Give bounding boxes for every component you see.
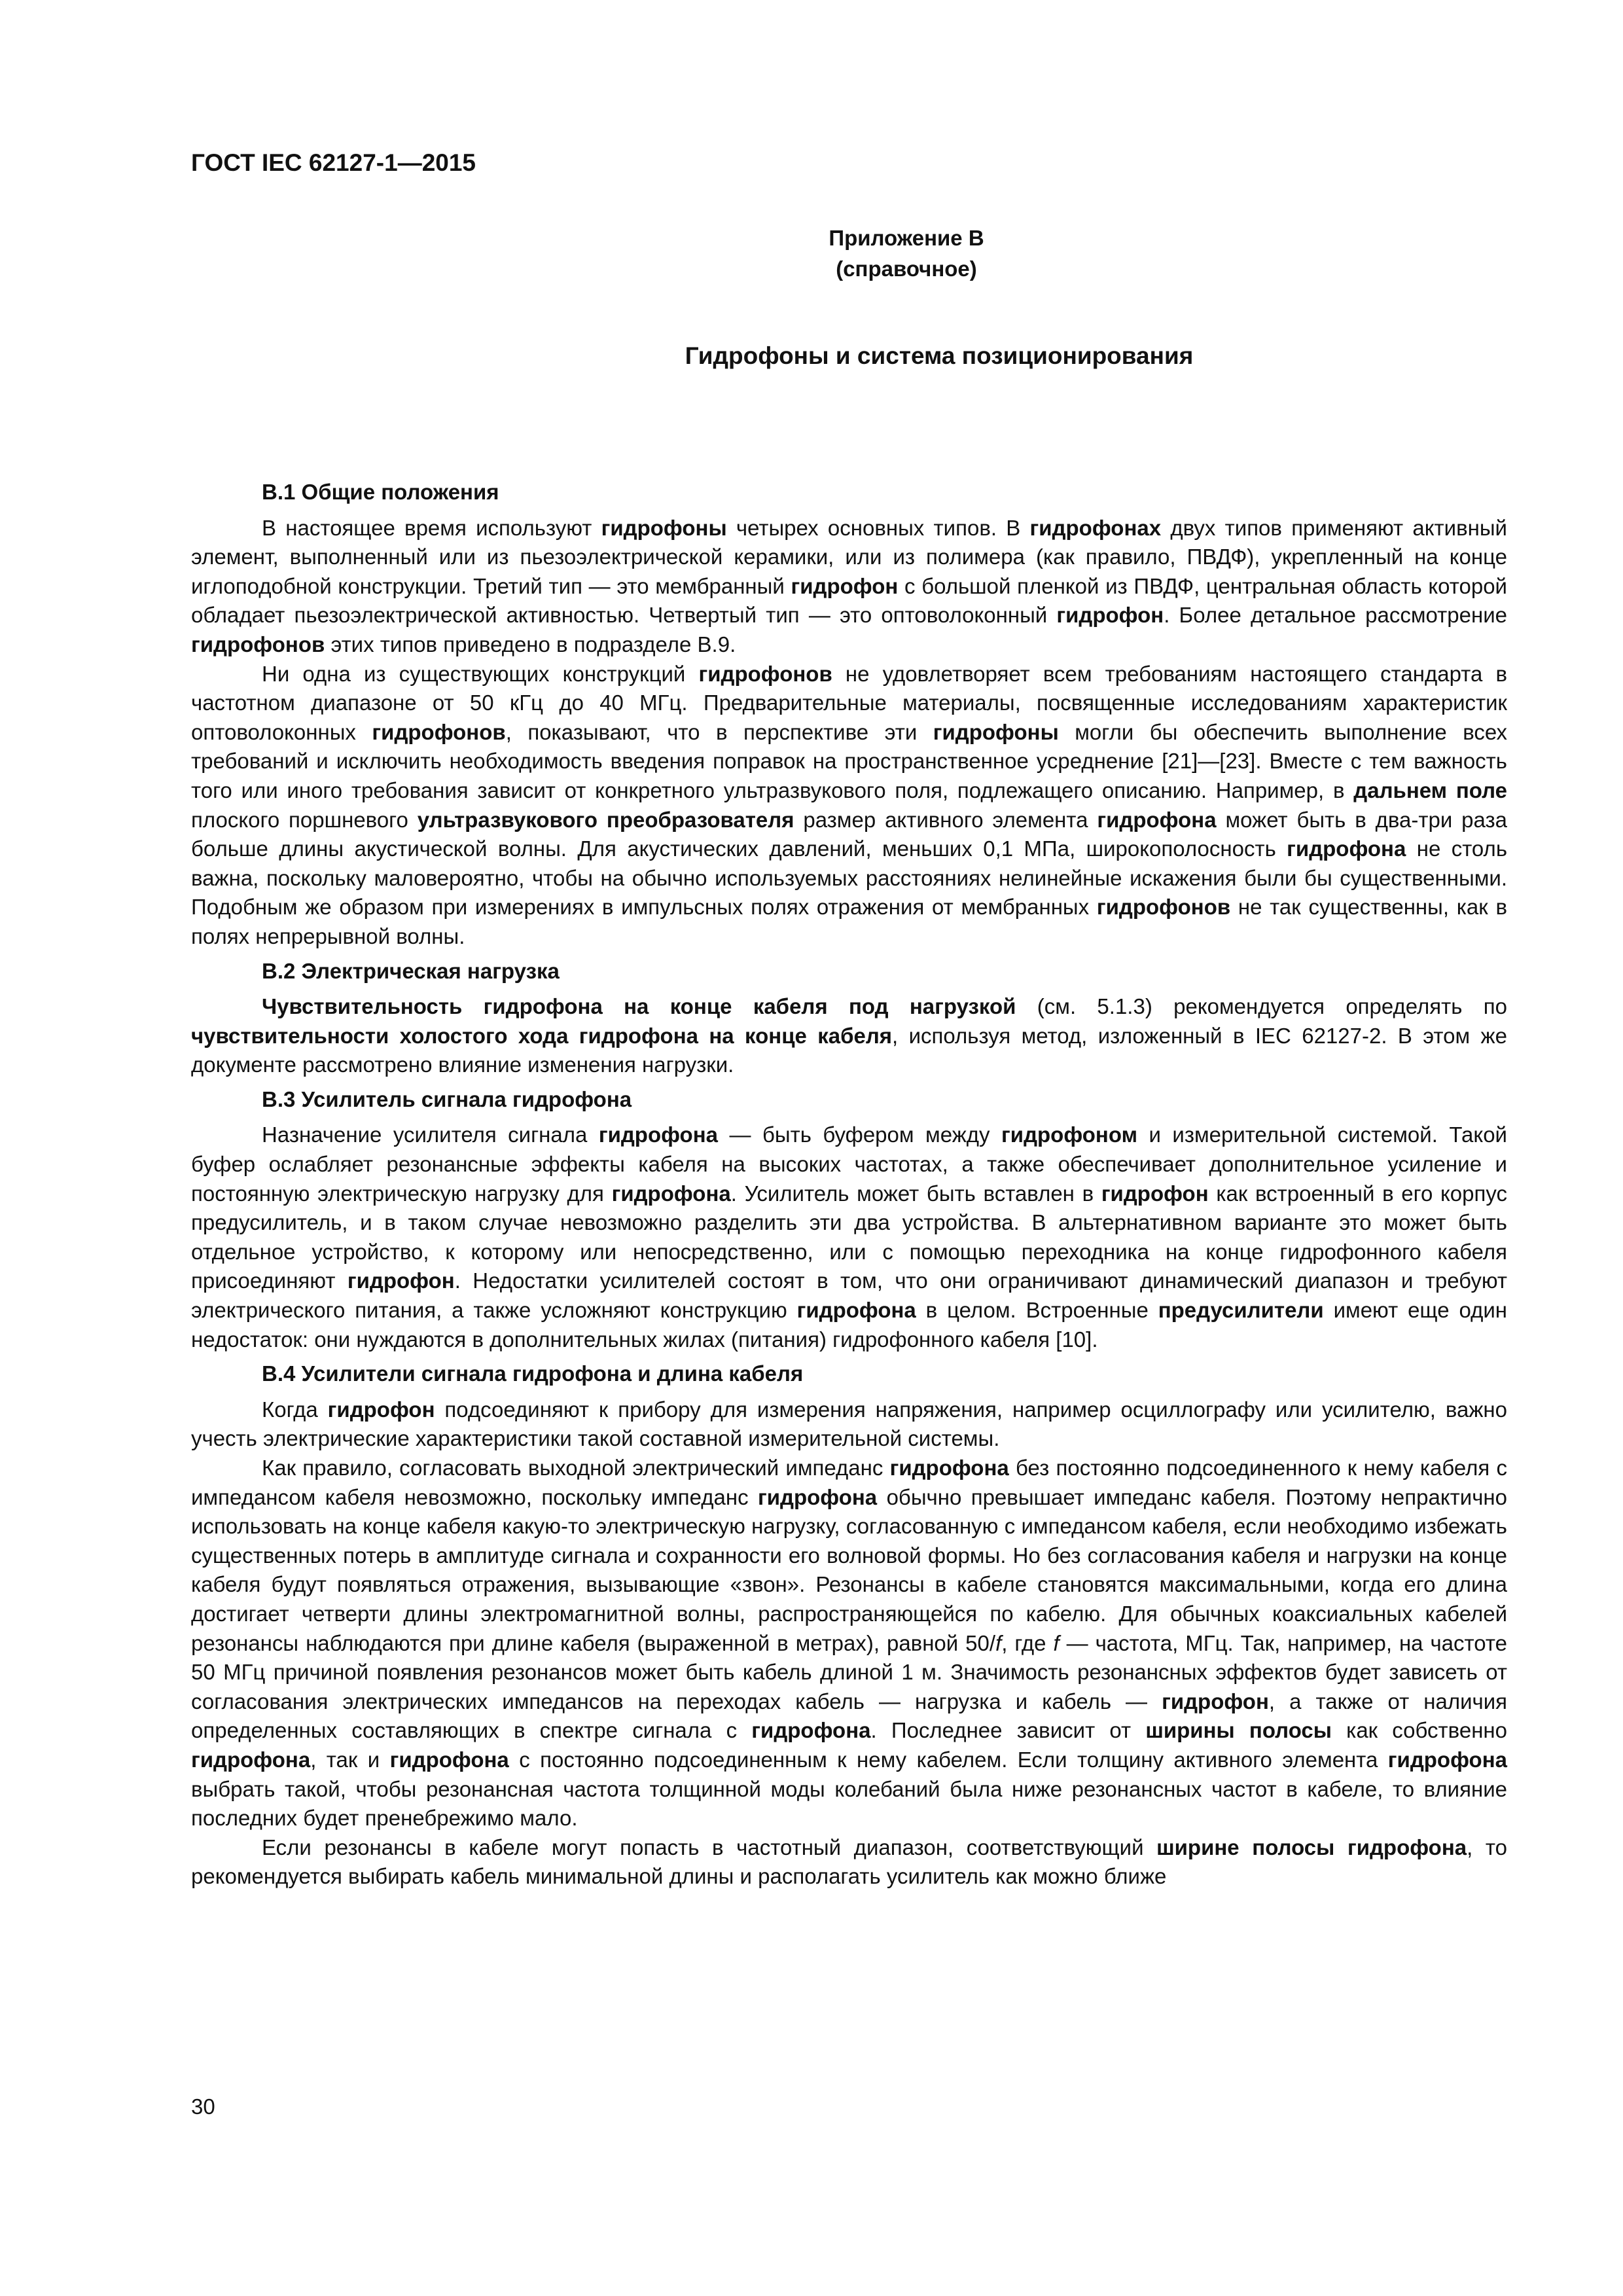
text-run: как встроенный в его корпус предусилитель, и в таком случае невозможно разделить эти два устройства. В альтернативном варианте это может быть отдельное устройство, к которому или непосредственно, или с помощью переходника на конце гидрофонного кабеля присоединяют (191, 1181, 1508, 1293)
term-bold: гидрофона (1097, 807, 1217, 832)
variable-italic: f (995, 1630, 1002, 1655)
text-run: могли бы обеспечить выполнение всех требований и исключить необходимость введения поправок на пространственное усреднение [21]—[23]. Вместе с тем важность того или иного требования зависит от конкретного ультразвукового поля, подлежащего описанию. Например, в (191, 719, 1507, 802)
term-bold: ширине полосы гидрофона (1156, 1835, 1467, 1859)
term-bold: гидрофон (347, 1268, 455, 1293)
text-run: обычно превышает импеданс кабеля. Поэтому непрактично использовать на конце кабеля какую-то электрическую нагрузку, согласованную с импедансом кабеля, если необходимо избежать существенных потерь в амплитуде сигнала и сохранности его волновой формы. Но без согласования кабеля и нагрузки на конце кабеля будут появляться отражения, вызывающие «звон». Резонансы в кабеле становятся максимальными, когда его длина достигает четверти длины электромагнитной волны, распространяющейся по кабелю. Для обычных коаксиальных кабелей резонансы наблюдаются при длине кабеля (выраженной в метрах), равной 50/ (191, 1484, 1507, 1655)
term-bold: гидрофонов (372, 719, 506, 744)
term-bold: гидрофона (751, 1718, 871, 1743)
term-bold: гидрофоны (933, 719, 1059, 744)
paragraph (191, 992, 1507, 1080)
term-bold: предусилители (1158, 1298, 1324, 1323)
text-run: . Недостатки усилителей состоят в том, что они ограничивают динамический диапазон и требуют электрического питания, а также усложняют конструкцию (191, 1268, 1507, 1323)
variable-italic: f (1053, 1630, 1060, 1655)
term-bold: гидрофоны (601, 515, 727, 540)
text-run: Если резонансы в кабеле могут попасть в частотный диапазон, соответствующий (262, 1835, 1157, 1859)
paragraph (191, 1395, 1507, 1454)
section-heading: В.2 Электрическая нагрузка (262, 958, 560, 983)
text-run: подсоединяют к прибору для измерения напряжения, например осциллографу или усилителю, важно учесть электрические характеристики такой составной измерительной системы. (191, 1397, 1507, 1451)
annex-title: Гидрофоны и система позиционирования (685, 342, 1194, 369)
document-code: ГОСТ IEC 62127-1—2015 (191, 149, 476, 176)
term-bold: гидрофон (1056, 603, 1164, 628)
text-run: имеют еще один недостаток: они нуждаются в дополнительных жилах (питания) гидрофонного кабеля [10]. (191, 1298, 1507, 1352)
section-heading: В.3 Усилитель сигнала гидрофона (262, 1086, 632, 1111)
paragraph (191, 514, 1507, 660)
section-heading: В.1 Общие положения (262, 480, 499, 504)
term-bold: гидрофона (796, 1298, 916, 1323)
text-run: Назначение усилителя сигнала (262, 1122, 599, 1147)
text-run: . Последнее зависит от (870, 1718, 1146, 1743)
text-run: с большой пленкой из ПВДФ, центральная область которой обладает пьезоэлектрической активностью. Четвертый тип — это оптоволоконный (191, 573, 1507, 628)
section-heading: В.4 Усилители сигнала гидрофона и длина кабеля (262, 1361, 804, 1386)
text-run: , где (1001, 1630, 1054, 1655)
text-run: , используя метод, изложенный в IEC 62127-2. В этом же документе рассмотрено влияние изменения нагрузки. (191, 1023, 1507, 1077)
text-run: , так и (310, 1747, 390, 1772)
text-run: двух типов применяют активный элемент, выполненный или из пьезоэлектрической керамики, или из полимера (как правило, ПВДФ), укрепленный на конце иглоподобной конструкции. Третий тип — это мембранный (191, 515, 1507, 598)
text-run: размер активного элемента (794, 807, 1097, 832)
text-run: , а также от наличия определенных составляющих в спектре сигнала с (191, 1689, 1507, 1743)
term-bold: гидрофон (327, 1397, 435, 1422)
term-bold: гидрофон (1101, 1181, 1209, 1206)
term-bold: гидрофоном (1001, 1122, 1137, 1147)
term-bold: гидрофона (757, 1484, 878, 1509)
term-bold: гидрофона (598, 1122, 719, 1147)
term-bold: гидрофонов (698, 661, 832, 686)
annex-status: (справочное) (836, 257, 977, 281)
text-run: без постоянно подсоединенного к нему кабеля с импедансом кабеля невозможно, поскольку импеданс (191, 1456, 1508, 1509)
term-bold: гидрофона (389, 1747, 509, 1772)
text-run: этих типов приведено в подразделе В.9. (325, 632, 736, 656)
annex-label: Приложение В (829, 226, 984, 250)
text-run: — частота, МГц. Так, например, на частоте 50 МГц причиной появления резонансов может быть кабель длиной 1 м. Значимость резонансных эффектов будет зависеть от согласования электрических импедансов на переходах кабель — нагрузка и кабель — (191, 1630, 1507, 1713)
term-bold: ширины полосы (1145, 1718, 1332, 1743)
text-run: плоского поршневого (191, 807, 418, 832)
term-bold: гидрофона (191, 1747, 311, 1772)
text-run: и измерительной системой. Такой буфер ослабляет резонансные эффекты кабеля на высоких частотах, а также обеспечивает дополнительное усиление и постоянную электрическую нагрузку для (191, 1122, 1507, 1206)
text-run: в целом. Встроенные (916, 1298, 1158, 1323)
term-bold: ультразвукового преобразователя (417, 807, 794, 832)
page-number: 30 (191, 2094, 215, 2119)
text-run: . Более детальное рассмотрение (1164, 603, 1507, 628)
term-bold: гидрофона (889, 1456, 1009, 1480)
text-run: не удовлетворяет всем требованиям настоящего стандарта в частотном диапазоне от 50 кГц до 40 МГц. Предварительные материалы, посвященные исследованиям характеристик оптоволоконных (191, 661, 1507, 744)
term-bold: гидрофона (1287, 836, 1406, 861)
paragraph (191, 1454, 1507, 1833)
paragraph (191, 1833, 1507, 1892)
term-bold: гидрофон (1162, 1689, 1269, 1713)
paragraph (191, 1121, 1507, 1354)
text-run: — быть буфером между (718, 1122, 1002, 1147)
text-run: Когда (262, 1397, 328, 1422)
paragraph (191, 660, 1507, 952)
document-body (191, 478, 1507, 1892)
term-bold: гидрофонов (1096, 895, 1231, 920)
term-bold: гидрофонов (191, 632, 325, 656)
term-bold: гидрофонах (1029, 515, 1162, 540)
text-run: Ни одна из существующих конструкций (262, 661, 699, 686)
term-bold: чувствительности холостого хода гидрофона на конце кабеля (191, 1023, 893, 1048)
term-bold: гидрофон (791, 573, 899, 598)
text-run: выбрать такой, чтобы резонансная частота толщинной моды колебаний была ниже резонансных частот в кабеле, то влияние последних будет пренебрежимо мало. (191, 1776, 1507, 1831)
text-run: В настоящее время используют (262, 515, 601, 540)
annex-label-block (0, 223, 1623, 284)
text-run: Как правило, согласовать выходной электрический импеданс (262, 1456, 890, 1480)
text-run: четырех основных типов. В (726, 515, 1030, 540)
text-run: как собственно (1331, 1718, 1507, 1743)
text-run: не столь важна, поскольку маловероятно, чтобы на обычно используемых расстояниях нелинейные искажения были бы существенными. Подобным же образом при измерениях в импульсных полях отражения от мембранных (191, 836, 1508, 920)
text-run: с постоянно подсоединенным к нему кабелем. Если толщину активного элемента (508, 1747, 1388, 1772)
term-bold: гидрофона (611, 1181, 731, 1206)
term-bold: Чувствительность гидрофона на конце кабеля под нагрузкой (262, 994, 1016, 1019)
text-run: . Усилитель может быть вставлен в (730, 1181, 1101, 1206)
text-run: , то рекомендуется выбирать кабель минимальной длины и располагать усилитель как можно ближе (191, 1835, 1508, 1889)
term-bold: гидрофона (1387, 1747, 1507, 1772)
text-run: , показывают, что в перспективе эти (505, 719, 933, 744)
term-bold: дальнем поле (1353, 778, 1507, 802)
text-run: может быть в два-три раза больше длины акустической волны. Для акустических давлений, меньших 0,1 МПа, широкополосность (191, 807, 1507, 861)
text-run: не так существенны, как в полях непрерывной волны. (191, 895, 1507, 948)
text-run: (см. 5.1.3) рекомендуется определять по (1016, 994, 1507, 1019)
